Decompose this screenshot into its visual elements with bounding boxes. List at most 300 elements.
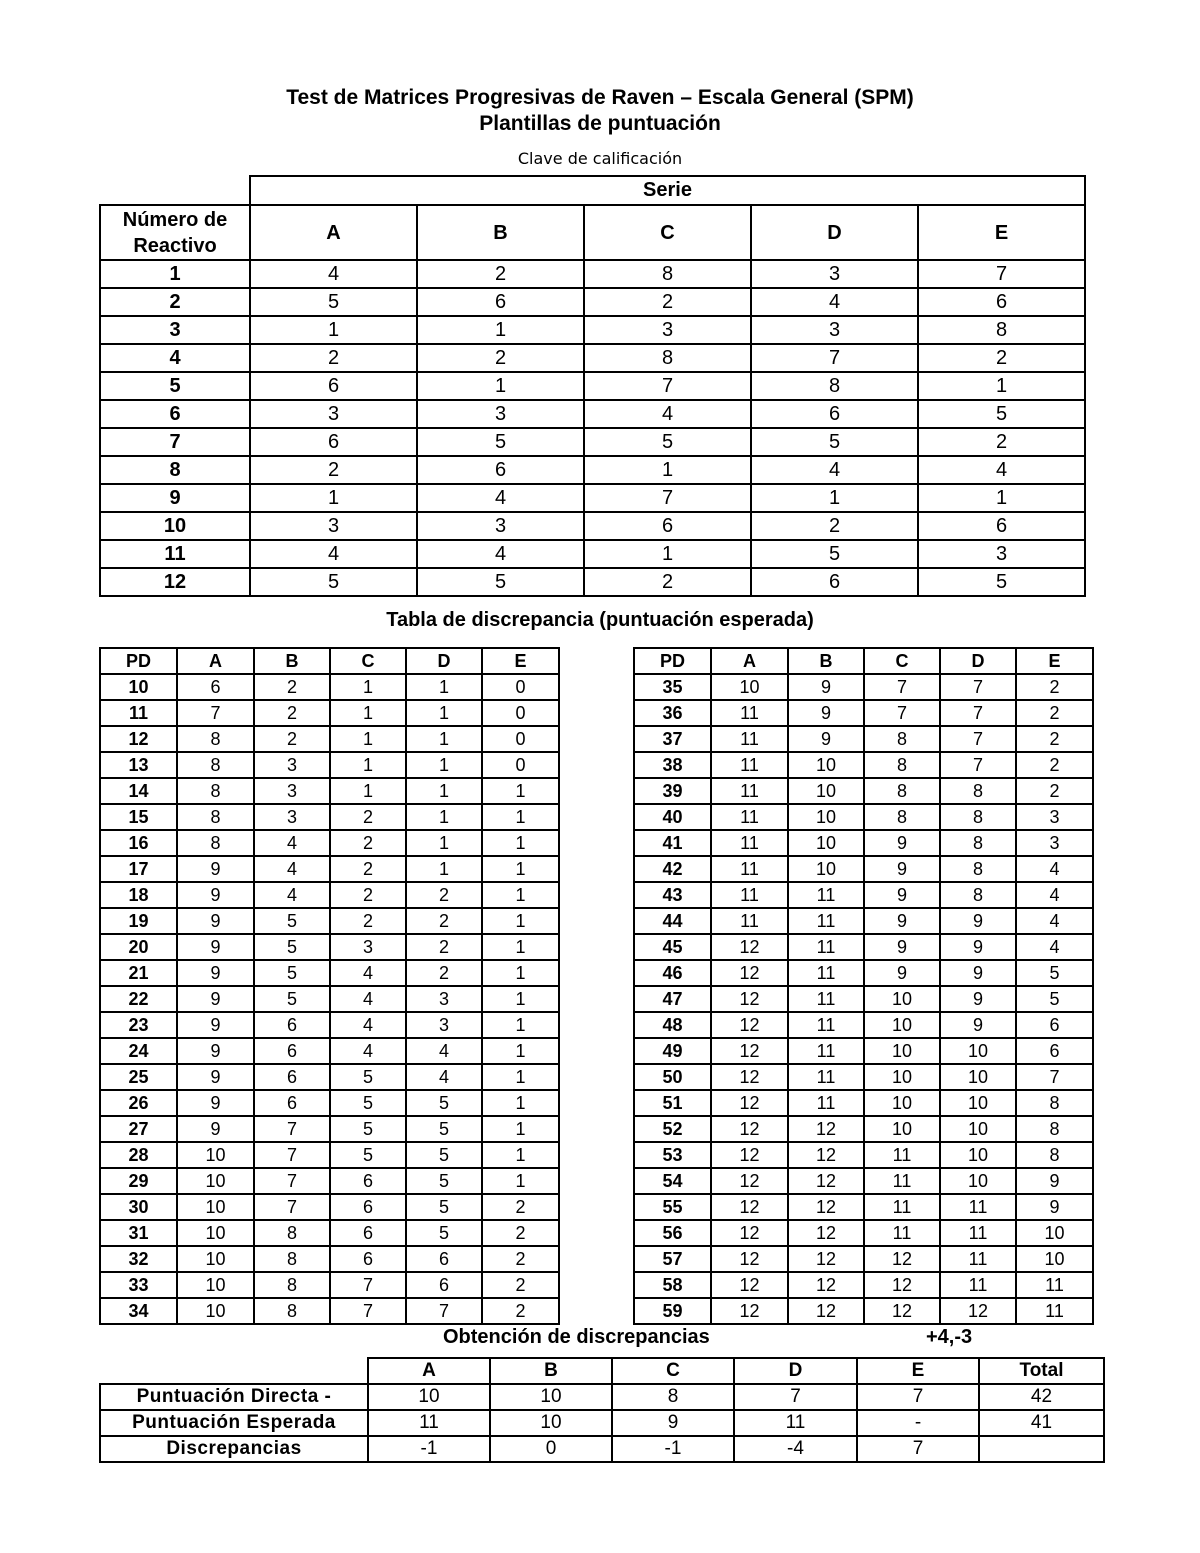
- discrepancy-row: [100, 1272, 559, 1298]
- pd-cell: 37: [634, 726, 711, 752]
- expected-score-cell: 9: [177, 1090, 254, 1116]
- discrepancy-row: [100, 1064, 559, 1090]
- pd-cell: 26: [100, 1090, 177, 1116]
- summary-body: [100, 1384, 1104, 1462]
- answer-cell: 5: [751, 540, 918, 568]
- discrepancy-row: [634, 1090, 1093, 1116]
- key-caption: Clave de calificación: [517, 149, 683, 168]
- expected-score-cell: 8: [177, 752, 254, 778]
- expected-score-cell: 2: [330, 882, 406, 908]
- pd-cell: 50: [634, 1064, 711, 1090]
- summary-column-header: E: [857, 1358, 979, 1384]
- expected-score-cell: 9: [864, 960, 940, 986]
- expected-score-cell: 12: [711, 1090, 788, 1116]
- item-number-cell: 11: [100, 540, 250, 568]
- discrepancy-table-right: [633, 647, 1094, 1325]
- expected-score-cell: 2: [406, 882, 482, 908]
- summary-header-row: [100, 1358, 1104, 1384]
- column-header: B: [788, 648, 864, 674]
- expected-score-cell: 6: [254, 1038, 330, 1064]
- answer-cell: 6: [918, 288, 1085, 316]
- expected-score-cell: 7: [940, 752, 1016, 778]
- pd-cell: 35: [634, 674, 711, 700]
- expected-score-cell: 11: [940, 1246, 1016, 1272]
- expected-score-cell: 6: [1016, 1012, 1093, 1038]
- expected-score-cell: 4: [254, 882, 330, 908]
- pd-cell: 39: [634, 778, 711, 804]
- discrepancy-row: [634, 1194, 1093, 1220]
- expected-score-cell: 9: [864, 830, 940, 856]
- answer-cell: 3: [751, 260, 918, 288]
- discrepancy-row: [634, 1038, 1093, 1064]
- answer-key-table: [99, 175, 1086, 597]
- expected-score-cell: 4: [1016, 856, 1093, 882]
- expected-score-cell: 10: [177, 1168, 254, 1194]
- expected-score-cell: 10: [177, 1194, 254, 1220]
- answer-key-body: [100, 260, 1085, 596]
- expected-score-cell: 8: [1016, 1090, 1093, 1116]
- discrepancy-row: [634, 1168, 1093, 1194]
- discrepancy-row: [634, 700, 1093, 726]
- expected-score-cell: 11: [711, 804, 788, 830]
- expected-score-cell: 1: [482, 804, 559, 830]
- column-header-row: [100, 205, 1085, 260]
- answer-cell: 5: [918, 568, 1085, 596]
- expected-score-cell: 2: [482, 1220, 559, 1246]
- discrepancy-row: [100, 1142, 559, 1168]
- discrepancy-left-body: [100, 674, 559, 1324]
- expected-score-cell: 2: [406, 934, 482, 960]
- discrepancy-row: [100, 856, 559, 882]
- expected-score-cell: 6: [254, 1064, 330, 1090]
- expected-score-cell: 4: [330, 960, 406, 986]
- serie-header: Serie: [250, 176, 1085, 205]
- expected-score-cell: 11: [788, 1038, 864, 1064]
- expected-score-cell: 9: [940, 1012, 1016, 1038]
- answer-key-row: [100, 260, 1085, 288]
- column-header: E: [1016, 648, 1093, 674]
- expected-score-cell: 12: [711, 1272, 788, 1298]
- expected-score-cell: 10: [788, 778, 864, 804]
- expected-score-cell: 3: [330, 934, 406, 960]
- expected-score-cell: 7: [864, 674, 940, 700]
- discrepancy-row: [100, 674, 559, 700]
- pd-cell: 30: [100, 1194, 177, 1220]
- answer-cell: 8: [584, 260, 751, 288]
- pd-cell: 34: [100, 1298, 177, 1324]
- expected-score-cell: 1: [330, 674, 406, 700]
- expected-score-cell: 7: [330, 1272, 406, 1298]
- expected-score-cell: 1: [406, 674, 482, 700]
- discrepancy-row: [100, 1246, 559, 1272]
- expected-score-cell: 5: [406, 1090, 482, 1116]
- discrepancy-right-body: [634, 674, 1093, 1324]
- expected-score-cell: 11: [940, 1272, 1016, 1298]
- summary-total-header: Total: [979, 1358, 1104, 1384]
- answer-cell: 8: [751, 372, 918, 400]
- answer-key-row: [100, 372, 1085, 400]
- column-header: C: [864, 648, 940, 674]
- expected-score-cell: 5: [1016, 960, 1093, 986]
- expected-score-cell: 10: [940, 1142, 1016, 1168]
- answer-cell: 7: [918, 260, 1085, 288]
- expected-score-cell: 10: [1016, 1220, 1093, 1246]
- discrepancy-row: [100, 1038, 559, 1064]
- pd-cell: 53: [634, 1142, 711, 1168]
- summary-table: [99, 1357, 1105, 1463]
- expected-score-cell: 3: [254, 804, 330, 830]
- pd-cell: 56: [634, 1220, 711, 1246]
- answer-cell: 2: [584, 568, 751, 596]
- expected-score-cell: 7: [254, 1142, 330, 1168]
- expected-score-cell: 3: [1016, 830, 1093, 856]
- expected-score-cell: 9: [864, 856, 940, 882]
- expected-score-cell: 5: [254, 934, 330, 960]
- discrepancy-row: [100, 1116, 559, 1142]
- expected-score-cell: 2: [1016, 726, 1093, 752]
- expected-score-cell: 4: [406, 1064, 482, 1090]
- expected-score-cell: 9: [177, 1116, 254, 1142]
- expected-score-cell: 11: [788, 986, 864, 1012]
- summary-value-cell: 11: [368, 1410, 490, 1436]
- expected-score-cell: 1: [406, 700, 482, 726]
- expected-score-cell: 5: [406, 1220, 482, 1246]
- answer-cell: 5: [250, 288, 417, 316]
- item-header-line1: Número de: [122, 208, 228, 231]
- answer-cell: 3: [584, 316, 751, 344]
- expected-score-cell: 3: [406, 986, 482, 1012]
- expected-score-cell: 12: [788, 1272, 864, 1298]
- pd-cell: 11: [100, 700, 177, 726]
- expected-score-cell: 7: [940, 726, 1016, 752]
- expected-score-cell: 2: [1016, 778, 1093, 804]
- page-subtitle: Plantillas de puntuación: [479, 112, 721, 135]
- expected-score-cell: 1: [406, 726, 482, 752]
- discrepancy-row: [634, 960, 1093, 986]
- discrepancy-row: [100, 986, 559, 1012]
- item-number-cell: 7: [100, 428, 250, 456]
- expected-score-cell: 3: [254, 752, 330, 778]
- expected-score-cell: 9: [177, 960, 254, 986]
- expected-score-cell: 2: [1016, 674, 1093, 700]
- summary-value-cell: 9: [612, 1410, 734, 1436]
- pd-header: PD: [100, 648, 177, 674]
- expected-score-cell: 9: [788, 674, 864, 700]
- expected-score-cell: 1: [482, 1012, 559, 1038]
- expected-score-cell: 10: [864, 1090, 940, 1116]
- expected-score-cell: 1: [482, 1064, 559, 1090]
- pd-cell: 36: [634, 700, 711, 726]
- series-column-header: B: [417, 205, 584, 260]
- discrepancy-row: [100, 1012, 559, 1038]
- discrepancy-row: [634, 1246, 1093, 1272]
- column-header: B: [254, 648, 330, 674]
- expected-score-cell: 2: [254, 674, 330, 700]
- expected-score-cell: 3: [406, 1012, 482, 1038]
- answer-cell: 2: [250, 344, 417, 372]
- expected-score-cell: 12: [711, 1142, 788, 1168]
- expected-score-cell: 5: [330, 1142, 406, 1168]
- answer-key-row: [100, 456, 1085, 484]
- expected-score-cell: 12: [788, 1194, 864, 1220]
- discrepancy-row: [100, 752, 559, 778]
- discrepancy-row: [634, 1220, 1093, 1246]
- expected-score-cell: 2: [330, 856, 406, 882]
- answer-cell: 4: [250, 540, 417, 568]
- pd-cell: 44: [634, 908, 711, 934]
- pd-cell: 52: [634, 1116, 711, 1142]
- expected-score-cell: 1: [482, 1168, 559, 1194]
- expected-score-cell: 7: [330, 1298, 406, 1324]
- answer-key-row: [100, 316, 1085, 344]
- expected-score-cell: 2: [330, 908, 406, 934]
- discrepancy-row: [634, 1012, 1093, 1038]
- expected-score-cell: 9: [177, 1064, 254, 1090]
- expected-score-cell: 12: [788, 1168, 864, 1194]
- answer-cell: 2: [417, 260, 584, 288]
- expected-score-cell: 6: [406, 1246, 482, 1272]
- expected-score-cell: 10: [177, 1220, 254, 1246]
- expected-score-cell: 2: [254, 700, 330, 726]
- expected-score-cell: 10: [864, 986, 940, 1012]
- expected-score-cell: 9: [788, 700, 864, 726]
- summary-value-cell: 10: [368, 1384, 490, 1410]
- answer-key-row: [100, 484, 1085, 512]
- pd-cell: 31: [100, 1220, 177, 1246]
- answer-cell: 6: [918, 512, 1085, 540]
- expected-score-cell: 10: [864, 1064, 940, 1090]
- expected-score-cell: 10: [864, 1116, 940, 1142]
- pd-cell: 48: [634, 1012, 711, 1038]
- summary-value-cell: 10: [490, 1384, 612, 1410]
- expected-score-cell: 2: [330, 804, 406, 830]
- expected-score-cell: 1: [330, 778, 406, 804]
- expected-score-cell: 8: [1016, 1142, 1093, 1168]
- expected-score-cell: 12: [711, 934, 788, 960]
- answer-cell: 6: [584, 512, 751, 540]
- expected-score-cell: 6: [254, 1090, 330, 1116]
- item-number-cell: 6: [100, 400, 250, 428]
- expected-score-cell: 2: [406, 960, 482, 986]
- answer-cell: 5: [417, 568, 584, 596]
- answer-cell: 2: [918, 344, 1085, 372]
- expected-score-cell: 5: [254, 986, 330, 1012]
- expected-score-cell: 5: [406, 1168, 482, 1194]
- discrepancy-row: [634, 882, 1093, 908]
- item-number-header: [100, 205, 250, 260]
- answer-cell: 3: [250, 512, 417, 540]
- answer-cell: 2: [250, 456, 417, 484]
- answer-key-row: [100, 288, 1085, 316]
- expected-score-cell: 5: [330, 1064, 406, 1090]
- expected-score-cell: 4: [330, 1038, 406, 1064]
- answer-cell: 7: [751, 344, 918, 372]
- pd-cell: 59: [634, 1298, 711, 1324]
- item-number-cell: 9: [100, 484, 250, 512]
- discrepancy-table-title: Tabla de discrepancia (puntuación esperada): [386, 609, 814, 631]
- answer-cell: 4: [751, 456, 918, 484]
- pd-cell: 19: [100, 908, 177, 934]
- expected-score-cell: 8: [177, 830, 254, 856]
- expected-score-cell: 10: [940, 1064, 1016, 1090]
- expected-score-cell: 1: [406, 856, 482, 882]
- discrepancy-row: [634, 1298, 1093, 1324]
- expected-score-cell: 12: [940, 1298, 1016, 1324]
- expected-score-cell: 11: [711, 882, 788, 908]
- discrepancy-row: [634, 934, 1093, 960]
- pd-cell: 27: [100, 1116, 177, 1142]
- answer-cell: 1: [417, 372, 584, 400]
- summary-value-cell: 7: [857, 1436, 979, 1462]
- column-header: C: [330, 648, 406, 674]
- expected-score-cell: 11: [940, 1194, 1016, 1220]
- pd-cell: 16: [100, 830, 177, 856]
- expected-score-cell: 12: [711, 1194, 788, 1220]
- expected-score-cell: 4: [1016, 934, 1093, 960]
- summary-value-cell: [979, 1436, 1104, 1462]
- expected-score-cell: 10: [711, 674, 788, 700]
- expected-score-cell: 5: [330, 1116, 406, 1142]
- expected-score-cell: 8: [254, 1220, 330, 1246]
- summary-value-cell: 7: [857, 1384, 979, 1410]
- answer-cell: 6: [417, 456, 584, 484]
- item-number-cell: 5: [100, 372, 250, 400]
- summary-row: [100, 1384, 1104, 1410]
- discrepancy-table-left: [99, 647, 560, 1325]
- discrepancy-row: [100, 1298, 559, 1324]
- expected-score-cell: 4: [330, 986, 406, 1012]
- expected-score-cell: 1: [482, 856, 559, 882]
- pd-cell: 42: [634, 856, 711, 882]
- pd-cell: 51: [634, 1090, 711, 1116]
- expected-score-cell: 0: [482, 700, 559, 726]
- expected-score-cell: 2: [482, 1246, 559, 1272]
- expected-score-cell: 12: [788, 1298, 864, 1324]
- expected-score-cell: 10: [788, 830, 864, 856]
- expected-score-cell: 8: [177, 804, 254, 830]
- expected-score-cell: 1: [330, 726, 406, 752]
- pd-cell: 24: [100, 1038, 177, 1064]
- expected-score-cell: 9: [177, 1012, 254, 1038]
- expected-score-cell: 5: [254, 908, 330, 934]
- pd-cell: 58: [634, 1272, 711, 1298]
- expected-score-cell: 8: [254, 1272, 330, 1298]
- pd-cell: 15: [100, 804, 177, 830]
- expected-score-cell: 11: [788, 960, 864, 986]
- discrepancy-row: [634, 830, 1093, 856]
- pd-cell: 14: [100, 778, 177, 804]
- summary-value-cell: 8: [612, 1384, 734, 1410]
- expected-score-cell: 10: [177, 1142, 254, 1168]
- expected-score-cell: 5: [406, 1142, 482, 1168]
- expected-score-cell: 11: [864, 1142, 940, 1168]
- discrepancy-row: [634, 1142, 1093, 1168]
- expected-score-cell: 12: [711, 1168, 788, 1194]
- expected-score-cell: 3: [254, 778, 330, 804]
- expected-score-cell: 12: [788, 1220, 864, 1246]
- answer-cell: 6: [417, 288, 584, 316]
- expected-score-cell: 1: [482, 882, 559, 908]
- answer-cell: 2: [751, 512, 918, 540]
- expected-score-cell: 2: [1016, 700, 1093, 726]
- expected-score-cell: 1: [482, 908, 559, 934]
- expected-score-cell: 1: [482, 934, 559, 960]
- column-header: D: [406, 648, 482, 674]
- summary-value-cell: 10: [490, 1410, 612, 1436]
- discrepancy-row: [100, 1220, 559, 1246]
- expected-score-cell: 9: [940, 934, 1016, 960]
- expected-score-cell: 1: [482, 1116, 559, 1142]
- expected-score-cell: 1: [406, 804, 482, 830]
- summary-column-header: A: [368, 1358, 490, 1384]
- discrepancy-header-row: [100, 648, 559, 674]
- expected-score-cell: 10: [940, 1038, 1016, 1064]
- expected-score-cell: 7: [254, 1116, 330, 1142]
- expected-score-cell: 3: [1016, 804, 1093, 830]
- discrepancy-row: [634, 1064, 1093, 1090]
- expected-score-cell: 10: [177, 1246, 254, 1272]
- expected-score-cell: 6: [330, 1220, 406, 1246]
- expected-score-cell: 7: [940, 700, 1016, 726]
- expected-score-cell: 8: [940, 804, 1016, 830]
- expected-score-cell: 12: [788, 1142, 864, 1168]
- expected-score-cell: 1: [482, 1038, 559, 1064]
- discrepancy-row: [634, 674, 1093, 700]
- expected-score-cell: 4: [330, 1012, 406, 1038]
- answer-cell: 1: [250, 484, 417, 512]
- expected-score-cell: 9: [177, 986, 254, 1012]
- answer-key-row: [100, 540, 1085, 568]
- expected-score-cell: 4: [406, 1038, 482, 1064]
- summary-value-cell: -1: [368, 1436, 490, 1462]
- expected-score-cell: 6: [330, 1168, 406, 1194]
- expected-score-cell: 4: [1016, 882, 1093, 908]
- answer-cell: 1: [417, 316, 584, 344]
- summary-value-cell: 7: [734, 1384, 857, 1410]
- series-column-header: A: [250, 205, 417, 260]
- discrepancy-row: [100, 778, 559, 804]
- expected-score-cell: 10: [940, 1090, 1016, 1116]
- pd-cell: 55: [634, 1194, 711, 1220]
- pd-cell: 49: [634, 1038, 711, 1064]
- pd-cell: 22: [100, 986, 177, 1012]
- discrepancy-row: [634, 908, 1093, 934]
- answer-cell: 1: [918, 372, 1085, 400]
- pd-cell: 25: [100, 1064, 177, 1090]
- summary-column-header: D: [734, 1358, 857, 1384]
- answer-key-row: [100, 344, 1085, 372]
- pd-cell: 29: [100, 1168, 177, 1194]
- expected-score-cell: 10: [177, 1272, 254, 1298]
- expected-score-cell: 9: [177, 934, 254, 960]
- expected-score-cell: 12: [711, 1116, 788, 1142]
- expected-score-cell: 10: [788, 804, 864, 830]
- expected-score-cell: 4: [254, 830, 330, 856]
- discrepancy-row: [634, 856, 1093, 882]
- empty-corner-cell: [100, 1358, 368, 1384]
- item-number-cell: 2: [100, 288, 250, 316]
- item-number-cell: 8: [100, 456, 250, 484]
- pd-cell: 45: [634, 934, 711, 960]
- expected-score-cell: 10: [940, 1168, 1016, 1194]
- expected-score-cell: 9: [177, 1038, 254, 1064]
- answer-cell: 2: [417, 344, 584, 372]
- answer-cell: 5: [918, 400, 1085, 428]
- expected-score-cell: 11: [940, 1220, 1016, 1246]
- expected-score-cell: 10: [864, 1038, 940, 1064]
- answer-cell: 3: [918, 540, 1085, 568]
- expected-score-cell: 1: [406, 778, 482, 804]
